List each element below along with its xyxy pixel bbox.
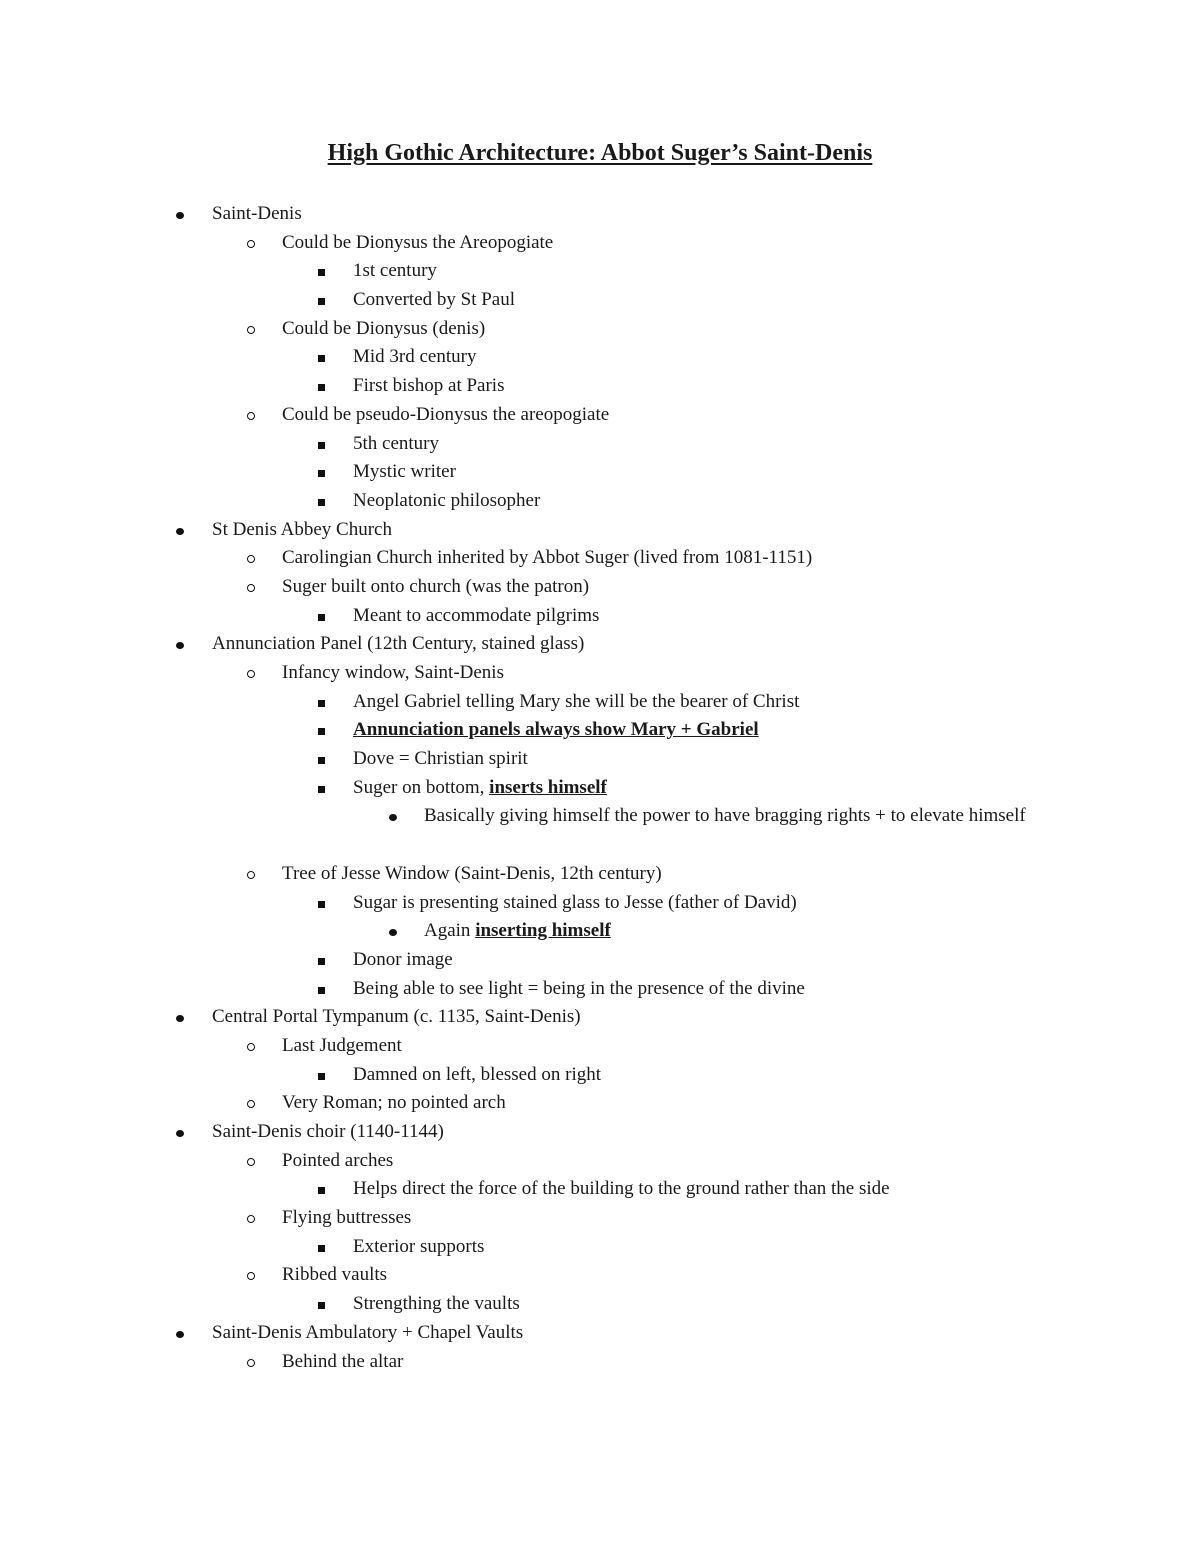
filled-disc-bullet-icon [389,814,397,821]
outline-item-text [282,1147,393,1176]
filled-disc-bullet-icon [389,929,397,936]
outline-item-level-3 [0,1233,1200,1262]
text-run: Mid 3rd century [353,346,477,368]
text-run: Suger on bottom, [353,776,490,798]
outline-item-level-3 [0,1175,1200,1204]
outline-item-text [424,917,611,946]
outline-item-text [353,946,453,975]
outline-item-text [353,487,540,516]
hollow-circle-bullet-icon [247,1272,255,1280]
filled-square-bullet-icon [318,442,325,449]
hollow-circle-bullet-icon [247,555,255,563]
outline-item-text [282,401,609,430]
emphasized-text: inserting himself [475,920,611,942]
text-run: 1st century [353,260,437,282]
outline-item-level-3 [0,487,1200,516]
outline-item-level-3 [0,430,1200,459]
outline-item-level-3 [0,889,1200,918]
outline-item-level-1 [0,1118,1200,1147]
outline-item-text [212,1118,444,1147]
outline-item-text [353,372,504,401]
filled-square-bullet-icon [318,614,325,621]
emphasized-text: Annunciation panels always show Mary + Gabriel [353,719,759,741]
hollow-circle-bullet-icon [247,326,255,334]
text-run: Behind the altar [282,1350,404,1372]
outline-item-text [282,1089,506,1118]
emphasized-text: inserts himself [489,776,607,798]
text-run: Meant to accommodate pilgrims [353,604,600,626]
outline-item-text [282,315,485,344]
bullet-outline [0,200,1200,1376]
text-run: Converted by St Paul [353,289,516,311]
hollow-circle-bullet-icon [247,412,255,420]
outline-item-text [353,343,476,372]
outline-item-level-3 [0,716,1200,745]
outline-item-text [353,458,456,487]
outline-item-level-2 [0,659,1200,688]
outline-item-text [353,257,437,286]
outline-item-text [282,1261,387,1290]
outline-item-level-2 [0,1147,1200,1176]
text-run: Could be pseudo-Dionysus the areopogiate [282,403,610,425]
outline-item-text [282,544,812,573]
text-run: Strengthing the vaults [353,1293,520,1315]
hollow-circle-bullet-icon [247,1158,255,1166]
page-title: High Gothic Architecture: Abbot Suger’s Saint-Denis [327,140,873,166]
outline-item-text [353,1175,890,1204]
outline-item-level-1 [0,630,1200,659]
outline-item-text [353,286,515,315]
text-run: First bishop at Paris [353,375,505,397]
filled-square-bullet-icon [318,700,325,707]
text-run: Saint-Denis choir (1140-1144) [212,1121,444,1143]
outline-item-text [212,516,392,545]
outline-item-level-3 [0,458,1200,487]
filled-square-bullet-icon [318,499,325,506]
text-run: Could be Dionysus (denis) [282,317,486,339]
outline-item-level-1 [0,516,1200,545]
text-run: Annunciation Panel (12th Century, stained glass) [212,633,585,655]
text-run: Neoplatonic philosopher [353,489,541,511]
text-run: Dove = Christian spirit [353,748,528,770]
outline-item-level-2 [0,1089,1200,1118]
outline-item-level-2 [0,544,1200,573]
filled-disc-bullet-icon [176,212,184,219]
filled-square-bullet-icon [318,1073,325,1080]
outline-item-level-1 [0,1319,1200,1348]
text-run: Saint-Denis Ambulatory + Chapel Vaults [212,1321,524,1343]
text-run: Damned on left, blessed on right [353,1063,602,1085]
outline-item-level-2 [0,229,1200,258]
text-run: Infancy window, Saint-Denis [282,662,504,683]
filled-square-bullet-icon [318,269,325,276]
filled-disc-bullet-icon [176,1015,184,1022]
text-run: Ribbed vaults [282,1264,388,1286]
outline-item-level-3 [0,688,1200,717]
outline-item-text [353,602,599,631]
outline-item-level-1 [0,200,1200,229]
outline-item-text [282,1032,402,1061]
text-run: Helps direct the force of the building to the ground rather than the side [353,1178,890,1200]
outline-item-level-3 [0,975,1200,1004]
filled-square-bullet-icon [318,355,325,362]
filled-square-bullet-icon [318,786,325,793]
text-run: Carolingian Church inherited by Abbot Suger (lived from 1081-1151) [282,547,813,569]
text-run: Could be Dionysus the Areopogiate [282,231,554,253]
outline-item-level-2 [0,860,1200,889]
text-run: Angel Gabriel telling Mary she will be the bearer of Christ [353,690,800,712]
text-run: Last Judgement [282,1034,402,1056]
hollow-circle-bullet-icon [247,1359,255,1367]
text-run: Basically giving himself the power to have bragging rights + to elevate himself [424,805,1026,827]
outline-item-level-3 [0,1290,1200,1319]
hollow-circle-bullet-icon [247,584,255,592]
filled-square-bullet-icon [318,987,325,994]
outline-item-level-2 [0,1032,1200,1061]
outline-item-text [212,1003,581,1032]
hollow-circle-bullet-icon [247,240,255,248]
filled-square-bullet-icon [318,1302,325,1309]
outline-item-level-3 [0,286,1200,315]
outline-item-level-3 [0,602,1200,631]
outline-item-text [353,716,759,745]
outline-item-level-2 [0,315,1200,344]
outline-item-text [282,860,662,889]
filled-disc-bullet-icon [176,1130,184,1137]
outline-item-text [282,1204,411,1233]
hollow-circle-bullet-icon [247,871,255,879]
text-run: Suger built onto church (was the patron) [282,575,590,597]
outline-item-text [282,229,553,258]
text-run: Very Roman; no pointed arch [282,1092,506,1114]
outline-item-text [353,774,607,803]
outline-item-level-3 [0,946,1200,975]
filled-disc-bullet-icon [176,642,184,649]
outline-item-level-2 [0,573,1200,602]
text-run: Central Portal Tympanum (c. 1135, Saint-Denis) [212,1006,581,1028]
outline-item-text [282,659,504,688]
outline-item-text [212,630,584,659]
outline-item-text [353,975,805,1004]
text-run: Pointed arches [282,1149,394,1171]
outline-item-level-3 [0,372,1200,401]
outline-item-text [353,688,799,717]
outline-item-text [353,430,439,459]
text-run: Saint-Denis [212,203,302,224]
text-run: Sugar is presenting stained glass to Jesse (father of David) [353,891,797,913]
outline-item-text [282,1348,403,1377]
outline-item-text [353,1233,484,1262]
outline-item-level-1 [0,1003,1200,1032]
hollow-circle-bullet-icon [247,670,255,678]
text-run: Again [424,920,476,942]
outline-item-text [353,889,797,918]
filled-square-bullet-icon [318,1245,325,1252]
filled-square-bullet-icon [318,757,325,764]
filled-square-bullet-icon [318,958,325,965]
filled-square-bullet-icon [318,728,325,735]
outline-item-text [424,802,1044,831]
filled-square-bullet-icon [318,384,325,391]
outline-item-level-2 [0,1204,1200,1233]
text-run: 5th century [353,432,440,454]
outline-item-text [353,1290,520,1319]
outline-item-text [353,745,528,774]
text-run: Tree of Jesse Window (Saint-Denis, 12th century) [282,862,662,884]
outline-item-level-2 [0,401,1200,430]
outline-item-text [212,200,302,229]
text-run: Flying buttresses [282,1207,412,1229]
outline-item-level-4 [0,802,1200,859]
hollow-circle-bullet-icon [247,1215,255,1223]
filled-square-bullet-icon [318,1187,325,1194]
text-run: Mystic writer [353,461,456,483]
outline-item-level-2 [0,1261,1200,1290]
filled-disc-bullet-icon [176,1331,184,1338]
filled-disc-bullet-icon [176,528,184,535]
text-run: Exterior supports [353,1235,485,1257]
outline-item-text [353,1061,601,1090]
outline-item-level-3 [0,343,1200,372]
text-run: Being able to see light = being in the presence of the divine [353,977,805,999]
outline-item-level-2 [0,1348,1200,1377]
outline-item-level-3 [0,745,1200,774]
outline-item-text [212,1319,523,1348]
filled-square-bullet-icon [318,298,325,305]
text-run: St Denis Abbey Church [212,518,392,540]
hollow-circle-bullet-icon [247,1043,255,1051]
outline-item-level-3 [0,774,1200,803]
outline-item-text [282,573,589,602]
text-run: Donor image [353,948,453,970]
outline-item-level-3 [0,1061,1200,1090]
hollow-circle-bullet-icon [247,1100,255,1108]
outline-item-level-4 [0,917,1200,946]
filled-square-bullet-icon [318,470,325,477]
filled-square-bullet-icon [318,901,325,908]
outline-item-level-3 [0,257,1200,286]
